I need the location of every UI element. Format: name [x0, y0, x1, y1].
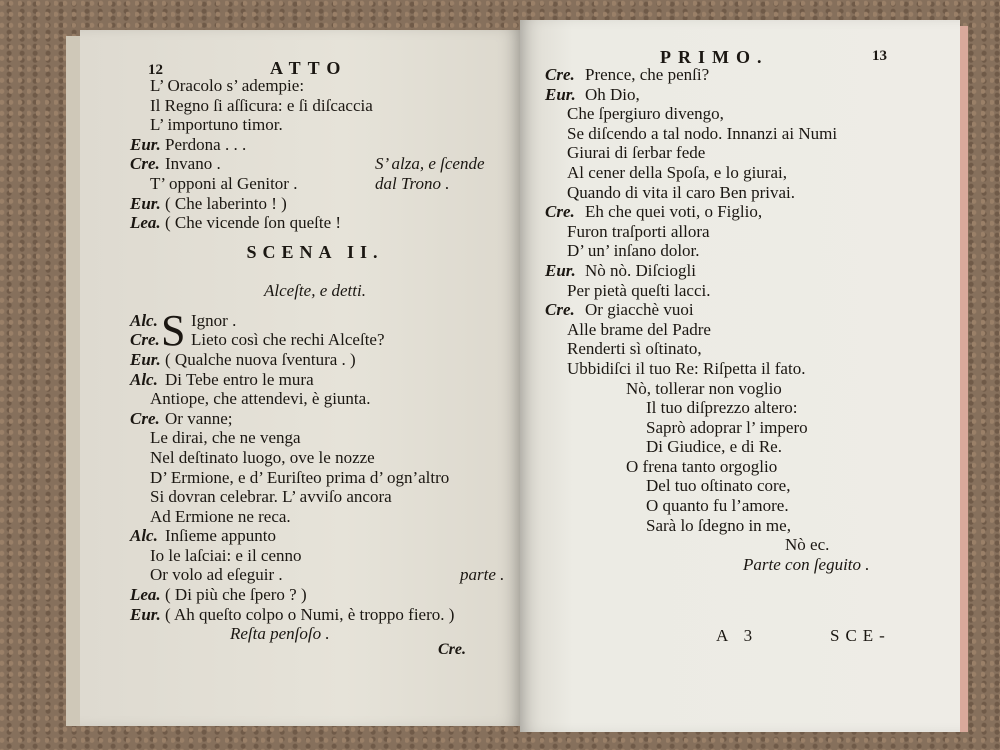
verse-text: L’ Oracolo s’ adempie: [150, 76, 305, 95]
verse-line [545, 222, 945, 242]
speaker-label: Lea. [130, 585, 161, 605]
verse-line [545, 124, 945, 144]
verse-text: Se diſcendo a tal nodo. Innanzi ai Numi [567, 123, 838, 143]
verse-line [130, 76, 500, 96]
verse-text: Nò nò. Diſciogli [585, 260, 696, 280]
verse-line [545, 65, 945, 85]
speaker-label: Eur. [545, 260, 576, 280]
speaker-label: Cre. [130, 154, 160, 174]
verse-line [130, 468, 500, 488]
verse-text: Reſta penſoſo . [230, 624, 330, 644]
verse-line [545, 516, 945, 536]
verse-text: ( Qualche nuova ſventura . ) [165, 349, 356, 369]
verse-line [130, 115, 500, 135]
verse-text: Al cener della Spoſa, e lo giurai, [567, 162, 787, 182]
verse-line [130, 409, 500, 429]
verse-text: Giurai di ſerbar fede [567, 143, 706, 163]
left-page [80, 30, 520, 726]
verse-line [130, 448, 500, 468]
verse-text: Il Regno ſi aſſicura: e ſi diſcaccia [150, 95, 373, 115]
verse-line [545, 359, 945, 379]
drop-cap: S [161, 305, 186, 355]
verse-line [130, 330, 500, 350]
speaker-label: Eur. [545, 84, 576, 104]
speaker-label: Alc. [130, 369, 158, 389]
verse-text: ( Ah queſto colpo o Numi, è troppo fiero. ) [165, 604, 455, 624]
verse-text: ( Di più che ſpero ? ) [165, 585, 307, 605]
verse-line [545, 457, 945, 477]
verse-line [130, 350, 500, 370]
verse-text: Perdona . . . [165, 134, 247, 154]
right-page [520, 20, 960, 732]
verse-line [545, 261, 945, 281]
verse-line [545, 183, 945, 203]
running-head: ATTO [270, 58, 348, 78]
verse-text: Ad Ermione ne reca. [150, 506, 291, 526]
verse-text: Nò, tollerar non voglio [626, 378, 782, 398]
verse-line [130, 487, 500, 507]
verse-line [130, 389, 500, 409]
verse-text: ( Che laberinto ! ) [165, 193, 287, 213]
verse-text: Lieto così che rechi Alceſte? [191, 330, 385, 350]
verse-text: D’ un’ inſano dolor. [567, 241, 700, 261]
verse-line [130, 135, 500, 155]
verse-text: Nò ec. [785, 535, 830, 555]
verse-text: Alle brame del Padre [567, 319, 711, 339]
verse-text: Prence, che penſi? [585, 65, 710, 84]
verse-line [545, 320, 945, 340]
verse-line [545, 339, 945, 359]
verse-text: Io le laſciai: e il cenno [150, 545, 302, 565]
verse-line [130, 370, 500, 390]
verse-line [545, 379, 945, 399]
verse-text: O quanto fu l’amore. [646, 496, 789, 516]
page-number: 12 [148, 62, 163, 78]
verse-text: Nel deſtinato luogo, ove le nozze [150, 447, 375, 467]
stage-direction: S’ alza, e ſcende [375, 154, 485, 174]
stage-direction: dal Trono . [375, 173, 450, 193]
verse-text: Che ſpergiuro divengo, [567, 104, 724, 124]
verse-text: T’ opponi al Genitor . [150, 173, 298, 193]
signature-mark: A 3 [716, 626, 759, 645]
running-head: PRIMO. [660, 47, 769, 67]
verse-line [545, 143, 945, 163]
speaker-label: Lea. [130, 213, 161, 233]
verse-line [545, 281, 945, 301]
verse-line [130, 565, 505, 585]
verse-line [545, 104, 945, 124]
verse-text: Ubbidiſci il tuo Re: Riſpetta il fato. [567, 358, 806, 378]
speaker-label: Eur. [130, 349, 161, 369]
verse-line [130, 194, 500, 214]
verse-line [130, 96, 500, 116]
verse-text: Sarà lo ſdegno in me, [646, 515, 791, 535]
speaker-label: Cre. [545, 300, 575, 320]
verse-text: Or giacchè vuoi [585, 300, 694, 320]
verse-line [130, 428, 500, 448]
left-text-block [130, 76, 505, 644]
verse-text: Saprò adoprar l’ impero [646, 417, 808, 437]
speaker-label: Eur. [130, 193, 161, 213]
verse-text: Quando di vita il caro Ben privai. [567, 182, 796, 202]
speaker-label: Eur. [130, 604, 161, 624]
verse-line [130, 507, 500, 527]
verse-text: Le dirai, che ne venga [150, 428, 301, 448]
verse-line [130, 154, 500, 174]
verse-line [545, 418, 945, 438]
verse-text: Or volo ad eſeguir . [150, 565, 283, 585]
verse-line [545, 241, 945, 261]
verse-text: Or vanne; [165, 408, 233, 428]
right-text-block [545, 65, 945, 574]
verse-line [130, 605, 500, 625]
speaker-label: Eur. [130, 134, 161, 154]
scene-heading: SCENA II. [246, 241, 384, 262]
page-number: 13 [872, 48, 887, 64]
verse-text: L’ importuno timor. [150, 115, 283, 135]
verse-text: Del tuo oſtinato core, [646, 476, 791, 496]
verse-text: Renderti sì oſtinato, [567, 339, 702, 359]
verse-line [545, 398, 945, 418]
speaker-label: Cre. [130, 330, 160, 350]
verse-text: ( Che vicende ſon queſte ! [165, 213, 342, 233]
verse-line [545, 300, 945, 320]
verse-line [130, 213, 500, 233]
verse-line [130, 585, 500, 605]
verse-text: Il tuo diſprezzo altero: [646, 398, 798, 418]
verse-text: Eh che quei voti, o Figlio, [585, 202, 763, 222]
speaker-label: Cre. [130, 408, 160, 428]
verse-line [545, 476, 945, 496]
verse-text: Antiope, che attendevi, è giunta. [150, 389, 371, 409]
verse-text: Parte con ſeguito . [743, 554, 870, 574]
stage-direction: parte . [460, 565, 505, 585]
verse-line [545, 163, 945, 183]
verse-line [545, 85, 945, 105]
verse-line [545, 535, 945, 555]
speaker-label: Alc. [130, 526, 158, 546]
verse-text: Furon traſporti allora [567, 221, 710, 241]
verse-text: Di Tebe entro le mura [165, 369, 314, 389]
verse-text: Invano . [165, 154, 221, 174]
speaker-label: Alc. [130, 310, 158, 330]
verse-text: Di Giudice, e di Re. [646, 437, 782, 457]
verse-line [130, 526, 500, 546]
verse-text: Oh Dio, [585, 84, 640, 104]
verse-line [130, 546, 500, 566]
verse-text: Si dovran celebrar. L’ avviſo ancora [150, 487, 392, 507]
verse-text: Ignor . [191, 310, 237, 330]
catchword: SCE- [830, 626, 891, 645]
speaker-label: Cre. [545, 202, 575, 222]
verse-line [545, 202, 945, 222]
stage-direction: Alceſte, e detti. [264, 280, 366, 300]
verse-line [545, 437, 945, 457]
verse-text: D’ Ermione, e d’ Euriſteo prima d’ ogn’altro [150, 467, 450, 487]
catchword: Cre. [438, 641, 466, 658]
verse-line [545, 555, 945, 575]
verse-line [545, 496, 945, 516]
speaker-label: Cre. [545, 65, 575, 84]
verse-text: Inſieme appunto [165, 526, 276, 546]
verse-text: O frena tanto orgoglio [626, 456, 778, 476]
verse-text: Per pietà queſti lacci. [567, 280, 711, 300]
verse-line [130, 174, 500, 194]
